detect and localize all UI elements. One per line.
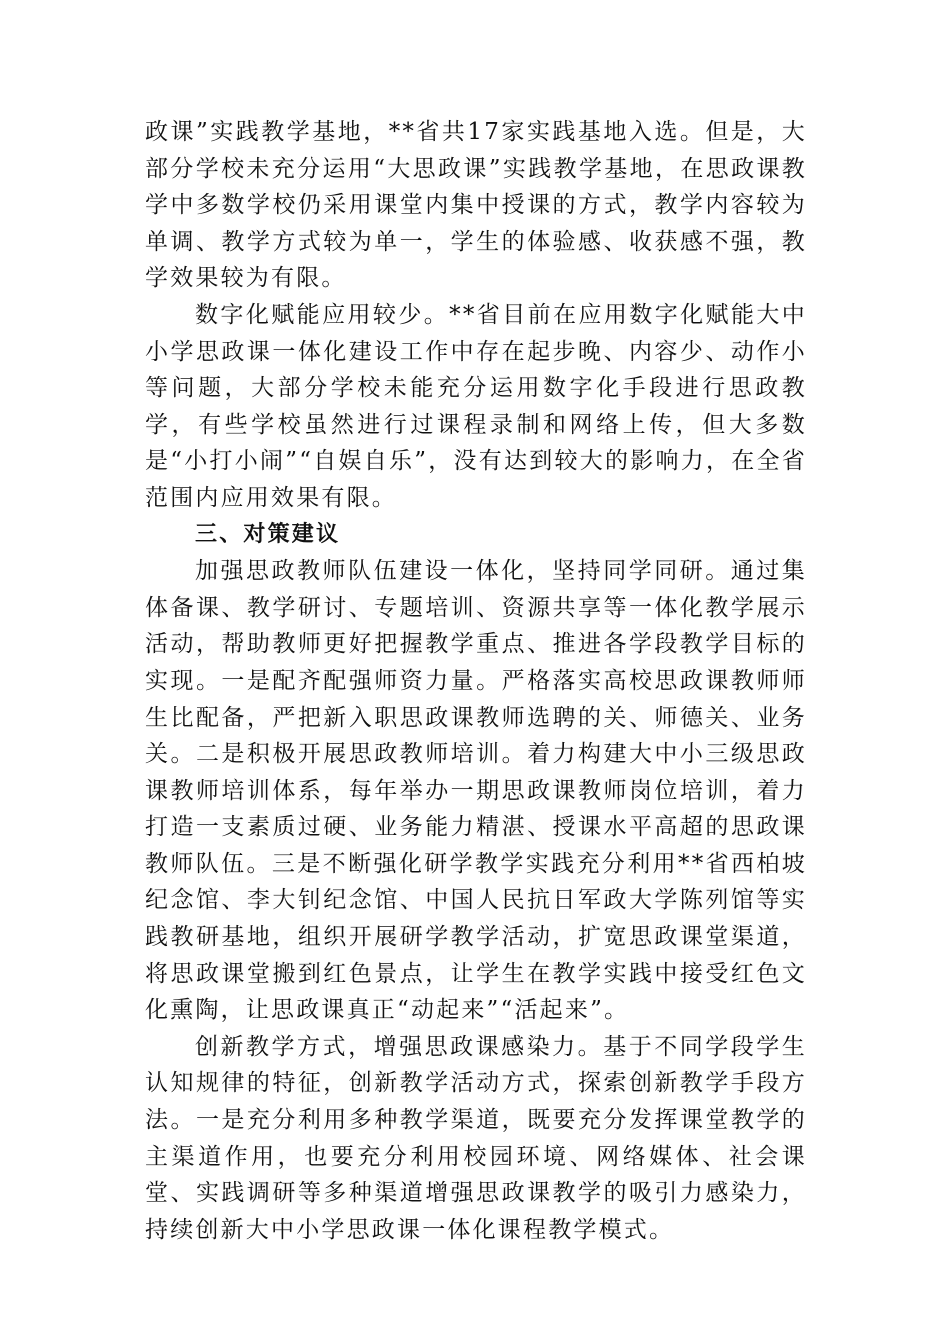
document-body — [145, 114, 807, 1248]
paragraph-teaching-innovation: 创新教学方式，增强思政课感染力。基于不同学段学生认知规律的特征，创新教学活动方式，探索创新教学手段方法。一是充分利用多种教学渠道，既要充分发挥课堂教学的主渠道作用，也要充分利用校园环境、网络媒体、社会课堂、实践调研等多种渠道增强思政课教学的吸引力感染力，持续创新大中小学思政课一体化课程教学模式。 — [145, 1033, 807, 1243]
paragraph-continuation: 政课”实践教学基地，**省共17家实践基地入选。但是，大部分学校未充分运用“大思政课”实践教学基地，在思政课教学中多数学校仍采用课堂内集中授课的方式，教学内容较为单调、教学方式较为单一，学生的体验感、收获感不强，教学效果较为有限。 — [145, 119, 807, 292]
paragraph-teacher-team: 加强思政教师队伍建设一体化，坚持同学同研。通过集体备课、教学研讨、专题培训、资源共享等一体化教学展示活动，帮助教师更好把握教学重点、推进各学段教学目标的实现。一是配齐配强师资力量。严格落实高校思政课教师师生比配备，严把新入职思政课教师选聘的关、师德关、业务关。二是积极开展思政教师培训。着力构建大中小三级思政课教师培训体系，每年举办一期思政课教师岗位培训，着力打造一支素质过硬、业务能力精湛、授课水平高超的思政课教师队伍。三是不断强化研学教学实践充分利用**省西柏坡纪念馆、李大钊纪念馆、中国人民抗日军政大学陈列馆等实践教研基地，组织开展研学教学活动，扩宽思政课堂渠道，将思政课堂搬到红色景点，让学生在教学实践中接受红色文化熏陶，让思政课真正“动起来”“活起来”。 — [145, 558, 807, 1024]
section-heading: 三、对策建议 — [195, 521, 341, 547]
paragraph-digital-empowerment: 数字化赋能应用较少。**省目前在应用数字化赋能大中小学思政课一体化建设工作中存在起步晚、内容少、动作小等问题，大部分学校未能充分运用数字化手段进行思政教学，有些学校虽然进行过课程录制和网络上传，但大多数是“小打小闹”“自娱自乐”，没有达到较大的影响力，在全省范围内应用效果有限。 — [145, 301, 807, 511]
